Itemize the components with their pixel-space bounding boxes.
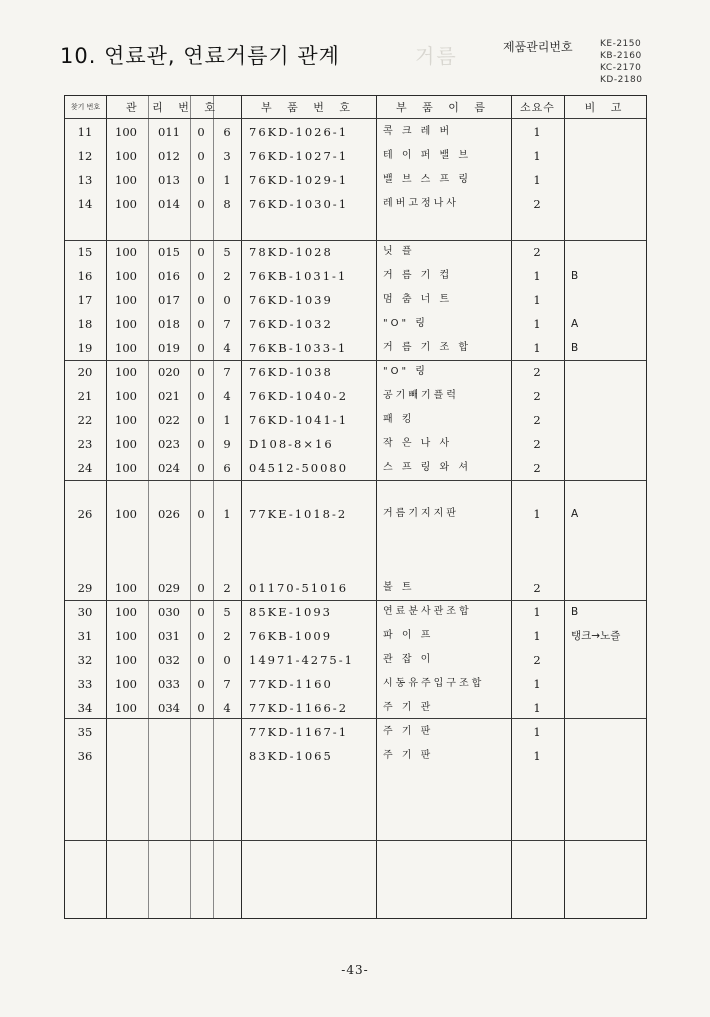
- quantity-cell: 1: [533, 173, 541, 187]
- part-name-cell: 스 프 링 와 셔: [383, 462, 472, 473]
- remarks-cell: A: [571, 318, 579, 330]
- remarks-cell: [571, 196, 647, 212]
- part-name-cell: "O" 링: [383, 366, 428, 377]
- part-name-cell: 패 킹: [383, 414, 415, 425]
- remarks-cell: [571, 292, 647, 308]
- group-rule: [65, 240, 646, 241]
- mgmt-group-cell: 100: [115, 125, 137, 139]
- group-rule: [65, 840, 646, 841]
- mgmt-serial-cell: 019: [158, 341, 180, 355]
- mgmt-prefix-cell: 0: [197, 125, 205, 139]
- header-remarks: 비 고: [584, 101, 628, 114]
- part-name-cell: 거 름 기 컵: [383, 270, 453, 281]
- mgmt-serial-cell: 034: [158, 701, 180, 715]
- part-number-cell: 76KD-1030-1: [249, 197, 349, 211]
- find-no-cell: 15: [77, 245, 93, 259]
- part-number-cell: 76KD-1039: [249, 293, 333, 307]
- mgmt-prefix-cell: 0: [197, 605, 205, 619]
- check-digit-cell: 0: [223, 653, 231, 667]
- mgmt-prefix-cell: 0: [197, 197, 205, 211]
- check-digit-cell: 7: [223, 317, 231, 331]
- check-digit-cell: 0: [223, 293, 231, 307]
- mgmt-prefix-cell: 0: [197, 269, 205, 283]
- header-mgmt-no: 관 리 번 호: [126, 101, 221, 114]
- remarks-cell: A: [571, 508, 579, 520]
- remarks-cell: [571, 652, 647, 668]
- check-digit-cell: 5: [223, 605, 231, 619]
- find-no-cell: 17: [77, 293, 93, 307]
- column-divider: [241, 96, 242, 918]
- remarks-cell: B: [571, 606, 579, 618]
- part-name-cell: 멈 춤 너 트: [383, 294, 453, 305]
- model-code: KB-2160: [600, 51, 642, 61]
- mgmt-prefix-cell: 0: [197, 629, 205, 643]
- check-digit-cell: [217, 724, 237, 740]
- find-no-cell: 11: [77, 125, 93, 139]
- mgmt-group-cell: 100: [115, 629, 137, 643]
- quantity-cell: 1: [533, 749, 541, 763]
- remarks-cell: [571, 244, 647, 260]
- mgmt-prefix-cell: 0: [197, 581, 205, 595]
- part-name-cell: 테 이 퍼 밸 브: [383, 150, 472, 161]
- mgmt-serial-cell: 024: [158, 461, 180, 475]
- find-no-cell: 36: [77, 749, 93, 763]
- remarks-cell: [571, 436, 647, 452]
- find-no-cell: 20: [77, 365, 93, 379]
- part-name-cell: 공기빼기플럭: [383, 390, 459, 401]
- part-name-cell: 주 기 판: [383, 726, 434, 737]
- part-number-cell: 01170-51016: [249, 581, 349, 595]
- part-number-cell: 76KB-1033-1: [249, 341, 348, 355]
- mgmt-prefix-cell: 0: [197, 173, 205, 187]
- check-digit-cell: 4: [223, 341, 231, 355]
- part-number-cell: 76KD-1040-2: [249, 389, 349, 403]
- remarks-cell: [571, 388, 647, 404]
- find-no-cell: 12: [77, 149, 93, 163]
- find-no-cell: 18: [77, 317, 93, 331]
- find-no-cell: 21: [77, 389, 93, 403]
- mgmt-serial-cell: 021: [158, 389, 180, 403]
- part-name-cell: 밸 브 스 프 링: [383, 174, 472, 185]
- mgmt-serial-cell: 011: [158, 125, 180, 139]
- part-name-cell: 거름기지지판: [383, 508, 459, 519]
- part-number-cell: 76KD-1032: [249, 317, 333, 331]
- check-digit-cell: 9: [223, 437, 231, 451]
- remarks-cell: [571, 700, 647, 716]
- mgmt-group-cell: 100: [115, 317, 137, 331]
- quantity-cell: 1: [533, 317, 541, 331]
- remarks-cell: [571, 148, 647, 164]
- find-no-cell: 24: [77, 461, 93, 475]
- group-rule: [65, 718, 646, 719]
- mgmt-serial-cell: 014: [158, 197, 180, 211]
- column-divider: [106, 96, 107, 918]
- mgmt-serial-cell: 013: [158, 173, 180, 187]
- part-name-cell: 거 름 기 조 합: [383, 342, 472, 353]
- quantity-cell: 1: [533, 605, 541, 619]
- quantity-cell: 1: [533, 341, 541, 355]
- part-name-cell: 시동유주입구조합: [383, 678, 485, 689]
- part-number-cell: 77KD-1167-1: [249, 725, 349, 739]
- mgmt-serial-cell: 020: [158, 365, 180, 379]
- check-digit-cell: 6: [223, 461, 231, 475]
- header-find-no: 찾기 번호: [70, 103, 101, 111]
- mgmt-prefix-cell: 0: [197, 389, 205, 403]
- model-code: KC-2170: [600, 63, 642, 73]
- find-no-cell: 31: [77, 629, 93, 643]
- check-digit-cell: 1: [223, 507, 231, 521]
- part-name-cell: 닛 플: [383, 246, 415, 257]
- quantity-cell: 2: [533, 653, 541, 667]
- find-no-cell: 34: [77, 701, 93, 715]
- mgmt-prefix-cell: 0: [197, 293, 205, 307]
- find-no-cell: 30: [77, 605, 93, 619]
- find-no-cell: 29: [77, 581, 93, 595]
- part-name-cell: 파 이 프: [383, 630, 434, 641]
- mgmt-group-cell: 100: [115, 605, 137, 619]
- quantity-cell: 2: [533, 461, 541, 475]
- page-title: 10. 연료관, 연료거름기 관계: [60, 44, 340, 68]
- quantity-cell: 1: [533, 149, 541, 163]
- check-digit-cell: 6: [223, 125, 231, 139]
- mgmt-group-cell: 100: [115, 149, 137, 163]
- column-divider: [213, 96, 214, 918]
- mgmt-prefix-cell: 0: [197, 317, 205, 331]
- column-divider: [148, 96, 149, 918]
- mgmt-serial-cell: [151, 724, 187, 740]
- find-no-cell: 23: [77, 437, 93, 451]
- mgmt-serial-cell: 017: [158, 293, 180, 307]
- remarks-cell: [571, 676, 647, 692]
- mgmt-group-cell: 100: [115, 413, 137, 427]
- parts-table: [64, 95, 647, 919]
- quantity-cell: 2: [533, 413, 541, 427]
- mgmt-prefix-cell: 0: [197, 437, 205, 451]
- quantity-cell: 1: [533, 677, 541, 691]
- remarks-cell: [571, 580, 647, 596]
- group-rule: [65, 600, 646, 601]
- group-rule: [65, 360, 646, 361]
- mgmt-serial-cell: 023: [158, 437, 180, 451]
- remarks-cell: B: [571, 342, 579, 354]
- header-qty: 소요수: [520, 101, 555, 114]
- mgmt-serial-cell: 018: [158, 317, 180, 331]
- model-code: KE-2150: [600, 39, 642, 49]
- remarks-cell: [571, 172, 647, 188]
- part-name-cell: "O" 링: [383, 318, 428, 329]
- part-number-cell: 76KD-1038: [249, 365, 333, 379]
- mgmt-prefix-cell: 0: [197, 341, 205, 355]
- quantity-cell: 2: [533, 365, 541, 379]
- mgmt-prefix-cell: 0: [197, 149, 205, 163]
- mgmt-serial-cell: 026: [158, 507, 180, 521]
- part-number-cell: 76KD-1041-1: [249, 413, 349, 427]
- find-no-cell: 26: [77, 507, 93, 521]
- mgmt-serial-cell: 029: [158, 581, 180, 595]
- part-name-cell: 주 기 관: [383, 702, 434, 713]
- part-name-cell: 작 은 나 사: [383, 438, 453, 449]
- mgmt-prefix-cell: 0: [197, 701, 205, 715]
- quantity-cell: 1: [533, 125, 541, 139]
- remarks-cell: [571, 412, 647, 428]
- bleed-through-text: 거름: [415, 44, 458, 68]
- mgmt-group-cell: 100: [115, 677, 137, 691]
- find-no-cell: 22: [77, 413, 93, 427]
- mgmt-group-cell: 100: [115, 581, 137, 595]
- find-no-cell: 32: [77, 653, 93, 667]
- part-number-cell: 77KE-1018-2: [249, 507, 348, 521]
- remarks-cell: [571, 364, 647, 380]
- check-digit-cell: 5: [223, 245, 231, 259]
- column-divider: [511, 96, 512, 918]
- mgmt-prefix-cell: 0: [197, 653, 205, 667]
- part-number-cell: 76KD-1026-1: [249, 125, 349, 139]
- mgmt-group-cell: 100: [115, 269, 137, 283]
- header-rule: [65, 118, 646, 119]
- quantity-cell: 1: [533, 629, 541, 643]
- check-digit-cell: 4: [223, 701, 231, 715]
- check-digit-cell: 2: [223, 581, 231, 595]
- mgmt-group-cell: 100: [115, 389, 137, 403]
- part-name-cell: 레버고정나사: [383, 198, 459, 209]
- part-number-cell: 83KD-1065: [249, 749, 333, 763]
- mgmt-serial-cell: 033: [158, 677, 180, 691]
- part-number-cell: 76KD-1029-1: [249, 173, 349, 187]
- mgmt-group-cell: 100: [115, 653, 137, 667]
- product-code-label: 제품관리번호: [503, 40, 573, 54]
- part-number-cell: 76KB-1009: [249, 629, 333, 643]
- remarks-cell: [571, 724, 647, 740]
- check-digit-cell: 7: [223, 365, 231, 379]
- mgmt-group-cell: 100: [115, 461, 137, 475]
- mgmt-serial-cell: 022: [158, 413, 180, 427]
- part-number-cell: 85KE-1093: [249, 605, 332, 619]
- mgmt-group-cell: 100: [115, 507, 137, 521]
- mgmt-group-cell: 100: [115, 173, 137, 187]
- mgmt-prefix-cell: 0: [197, 677, 205, 691]
- mgmt-serial-cell: 031: [158, 629, 180, 643]
- remarks-cell: 탱크→노즐: [571, 630, 621, 642]
- mgmt-group-cell: [108, 748, 144, 764]
- mgmt-serial-cell: 016: [158, 269, 180, 283]
- group-rule: [65, 480, 646, 481]
- check-digit-cell: 8: [223, 197, 231, 211]
- header-part-name: 부 품 이 름: [396, 101, 491, 114]
- part-number-cell: 77KD-1160: [249, 677, 333, 691]
- mgmt-serial-cell: 032: [158, 653, 180, 667]
- check-digit-cell: 2: [223, 269, 231, 283]
- mgmt-prefix-cell: 0: [197, 365, 205, 379]
- find-no-cell: 19: [77, 341, 93, 355]
- mgmt-prefix-cell: [193, 724, 209, 740]
- quantity-cell: 1: [533, 293, 541, 307]
- mgmt-group-cell: 100: [115, 341, 137, 355]
- check-digit-cell: [217, 748, 237, 764]
- check-digit-cell: 4: [223, 389, 231, 403]
- mgmt-serial-cell: [151, 748, 187, 764]
- mgmt-group-cell: 100: [115, 293, 137, 307]
- part-number-cell: 77KD-1166-2: [249, 701, 349, 715]
- part-name-cell: 볼 트: [383, 582, 415, 593]
- find-no-cell: 14: [77, 197, 93, 211]
- mgmt-group-cell: 100: [115, 197, 137, 211]
- part-number-cell: 14971-4275-1: [249, 653, 354, 667]
- find-no-cell: 13: [77, 173, 93, 187]
- mgmt-group-cell: 100: [115, 365, 137, 379]
- quantity-cell: 2: [533, 581, 541, 595]
- mgmt-serial-cell: 030: [158, 605, 180, 619]
- model-code: KD-2180: [600, 75, 643, 85]
- part-name-cell: 주 기 판: [383, 750, 434, 761]
- find-no-cell: 33: [77, 677, 93, 691]
- quantity-cell: 2: [533, 245, 541, 259]
- find-no-cell: 16: [77, 269, 93, 283]
- quantity-cell: 1: [533, 701, 541, 715]
- check-digit-cell: 3: [223, 149, 231, 163]
- part-number-cell: D108-8×16: [249, 437, 334, 451]
- column-divider: [564, 96, 565, 918]
- mgmt-prefix-cell: 0: [197, 245, 205, 259]
- quantity-cell: 1: [533, 269, 541, 283]
- quantity-cell: 1: [533, 725, 541, 739]
- mgmt-prefix-cell: 0: [197, 507, 205, 521]
- mgmt-group-cell: [108, 724, 144, 740]
- find-no-cell: 35: [77, 725, 93, 739]
- quantity-cell: 2: [533, 197, 541, 211]
- mgmt-group-cell: 100: [115, 437, 137, 451]
- remarks-cell: [571, 460, 647, 476]
- mgmt-prefix-cell: 0: [197, 461, 205, 475]
- column-divider: [190, 96, 191, 918]
- mgmt-serial-cell: 012: [158, 149, 180, 163]
- check-digit-cell: 1: [223, 413, 231, 427]
- check-digit-cell: 1: [223, 173, 231, 187]
- part-number-cell: 04512-50080: [249, 461, 349, 475]
- quantity-cell: 2: [533, 389, 541, 403]
- part-number-cell: 76KD-1027-1: [249, 149, 349, 163]
- part-name-cell: 콕 크 레 버: [383, 126, 453, 137]
- remarks-cell: [571, 748, 647, 764]
- mgmt-group-cell: 100: [115, 245, 137, 259]
- part-number-cell: 78KD-1028: [249, 245, 333, 259]
- check-digit-cell: 2: [223, 629, 231, 643]
- mgmt-group-cell: 100: [115, 701, 137, 715]
- check-digit-cell: 7: [223, 677, 231, 691]
- part-name-cell: 연료분사관조합: [383, 606, 472, 617]
- model-list: [600, 38, 642, 86]
- mgmt-prefix-cell: 0: [197, 413, 205, 427]
- remarks-cell: [571, 124, 647, 140]
- mgmt-prefix-cell: [193, 748, 209, 764]
- part-number-cell: 76KB-1031-1: [249, 269, 348, 283]
- part-name-cell: 관 잡 이: [383, 654, 434, 665]
- mgmt-serial-cell: 015: [158, 245, 180, 259]
- header-part-no: 부 품 번 호: [261, 101, 356, 114]
- quantity-cell: 1: [533, 507, 541, 521]
- remarks-cell: B: [571, 270, 579, 282]
- quantity-cell: 2: [533, 437, 541, 451]
- page-number: -43-: [341, 963, 369, 977]
